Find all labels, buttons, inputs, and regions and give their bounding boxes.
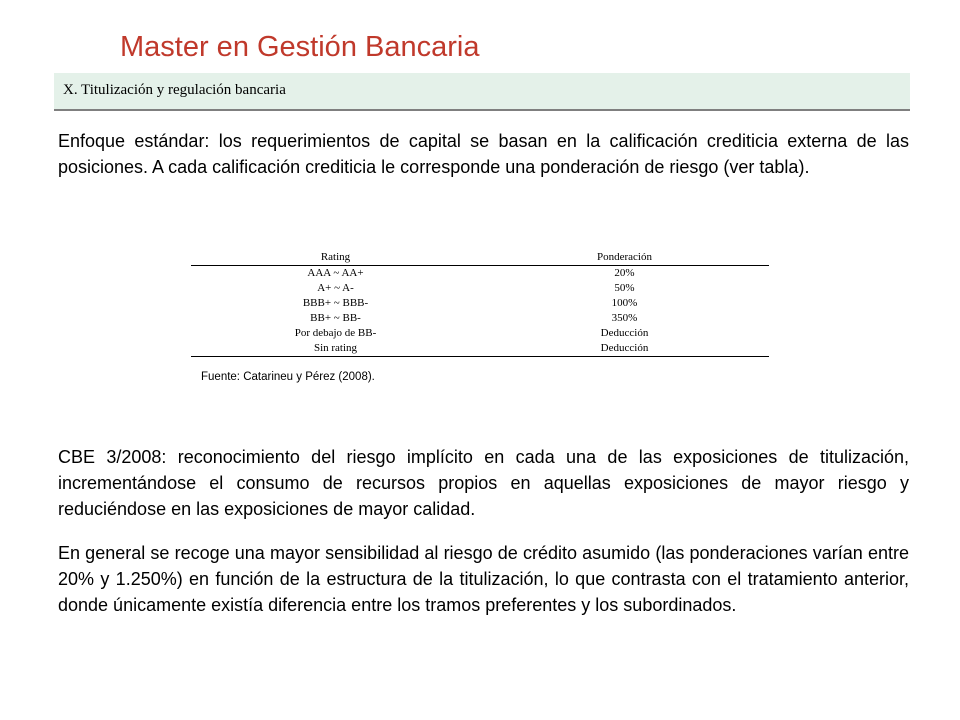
weight-cell: 100% (611, 297, 638, 309)
column-header-rating: Rating (191, 250, 480, 266)
weight-cell: 350% (611, 312, 638, 324)
table-row (191, 281, 769, 296)
section-header (54, 73, 910, 111)
table-source-note: Fuente: Catarineu y Pérez (2008). (201, 371, 375, 383)
sensitivity-paragraph: En general se recoge una mayor sensibilidad al riesgo de crédito asumido (las ponderaciones varían entre 20% y 1.250%) en función de la estructura de la titulización, lo que contrasta con el tratamiento anterior, donde únicamente existía diferencia entre los tramos preferentes y los subordinados. (58, 543, 909, 615)
weight-cell: Deducción (600, 327, 649, 339)
cbe-paragraph: CBE 3/2008: reconocimiento del riesgo implícito en cada una de las exposiciones de titulización, incrementándose el consumo de recursos propios en aquellas exposiciones de mayor riesgo y reduciéndose en las exposiciones de mayor calidad. (58, 447, 909, 519)
rating-cell: Sin rating (191, 341, 480, 357)
section-title: X. Titulización y regulación bancaria (63, 82, 286, 98)
table-row (191, 296, 769, 311)
slide-title: Master en Gestión Bancaria (120, 31, 480, 63)
table-row (191, 341, 769, 357)
weight-cell: 20% (614, 267, 635, 279)
rating-cell: AAA ~ AA+ (307, 267, 364, 279)
column-header-weight: Ponderación (480, 250, 769, 266)
weight-cell: 50% (614, 282, 635, 294)
table-row (191, 311, 769, 326)
rating-cell: BBB+ ~ BBB- (302, 297, 369, 309)
rating-cell: A+ ~ A- (317, 282, 354, 294)
rating-cell: BB+ ~ BB- (310, 312, 361, 324)
table-row (191, 326, 769, 341)
intro-paragraph: Enfoque estándar: los requerimientos de capital se basan en la calificación crediticia externa de las posiciones. A cada calificación crediticia le corresponde una ponderación de riesgo (ver tabla). (58, 131, 909, 177)
rating-cell: Por debajo de BB- (294, 327, 377, 339)
weight-cell: Deducción (480, 341, 769, 357)
table-row (191, 266, 769, 282)
table-header-row (191, 250, 769, 266)
rating-weight-table (191, 250, 769, 357)
